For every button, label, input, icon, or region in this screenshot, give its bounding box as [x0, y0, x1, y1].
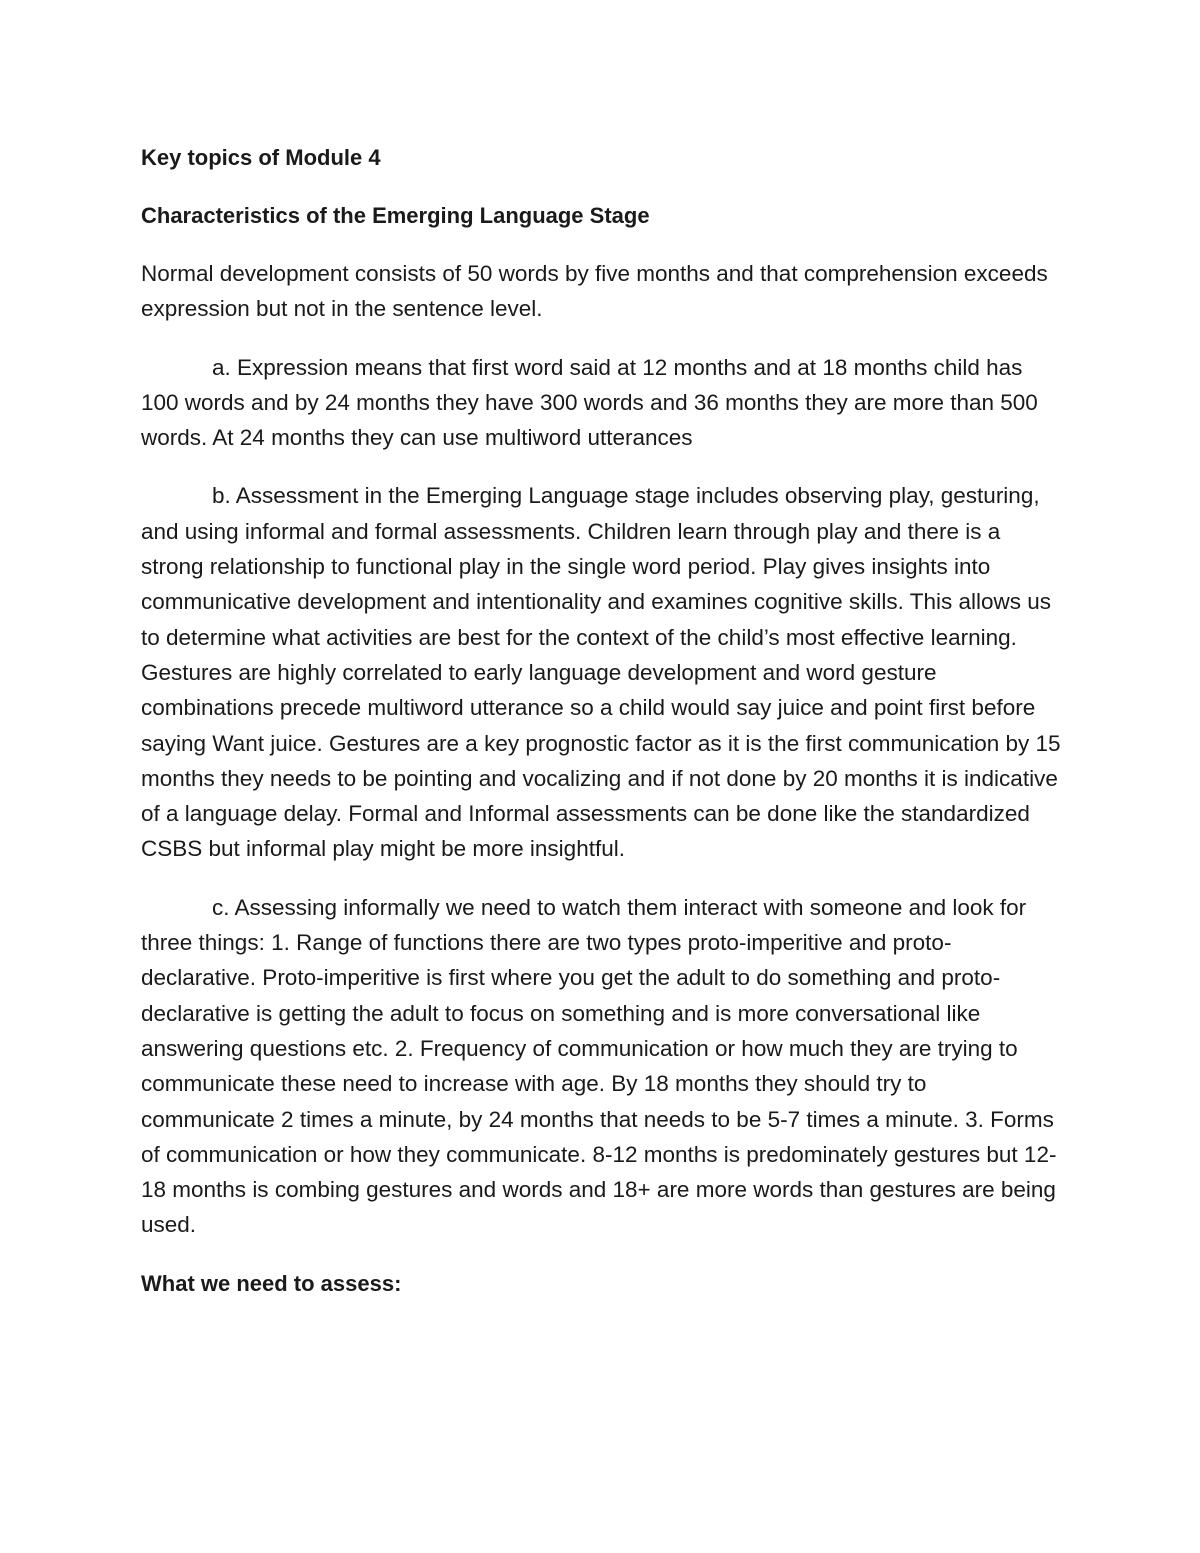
closing-heading: What we need to assess:	[141, 1270, 402, 1296]
document-body	[141, 140, 1066, 1301]
paragraph-b-assessment: b. Assessment in the Emerging Language stage includes observing play, gesturing, and using informal and formal assessments. Children learn through play and there is a strong relationship to functional play in the single word period. Play gives insights into communicative development and intentionality and examines cognitive skills. This allows us to determine what activities are best for the context of the child’s most effective learning. Gestures are highly correlated to early language development and word gesture combinations precede multiword utterance so a child would say juice and point first before saying Want juice. Gestures are a key prognostic factor as it is the first communication by 15 months they needs to be pointing and vocalizing and if not done by 20 months it is indicative of a language delay. Formal and Informal assessments can be done like the standardized CSBS but informal play might be more insightful.	[141, 483, 1061, 862]
intro-paragraph: Normal development consists of 50 words by five months and that comprehension exceeds expression but not in the sentence level.	[141, 261, 1048, 322]
document-title: Key topics of Module 4	[141, 145, 381, 170]
paragraph-a-expression: a. Expression means that first word said at 12 months and at 18 months child has 100 words and by 24 months they have 300 words and 36 months they are more than 500 words. At 24 months they can use multiword utterances	[141, 354, 1038, 451]
paragraph-c-informal-assessment: c. Assessing informally we need to watch them interact with someone and look for three things: 1. Range of functions there are two types proto-imperitive and proto-declarative. Proto-imperitive is first where you get the adult to do something and proto-declarative is getting the adult to focus on something and is more conversational like answering questions etc. 2. Frequency of communication or how much they are trying to communicate these need to increase with age. By 18 months they should try to communicate 2 times a minute, by 24 months that needs to be 5-7 times a minute. 3. Forms of communication or how they communicate. 8-12 months is predominately gestures but 12-18 months is combing gestures and words and 18+ are more words than gestures are being used.	[141, 894, 1057, 1238]
section-heading: Characteristics of the Emerging Language Stage	[141, 203, 650, 228]
